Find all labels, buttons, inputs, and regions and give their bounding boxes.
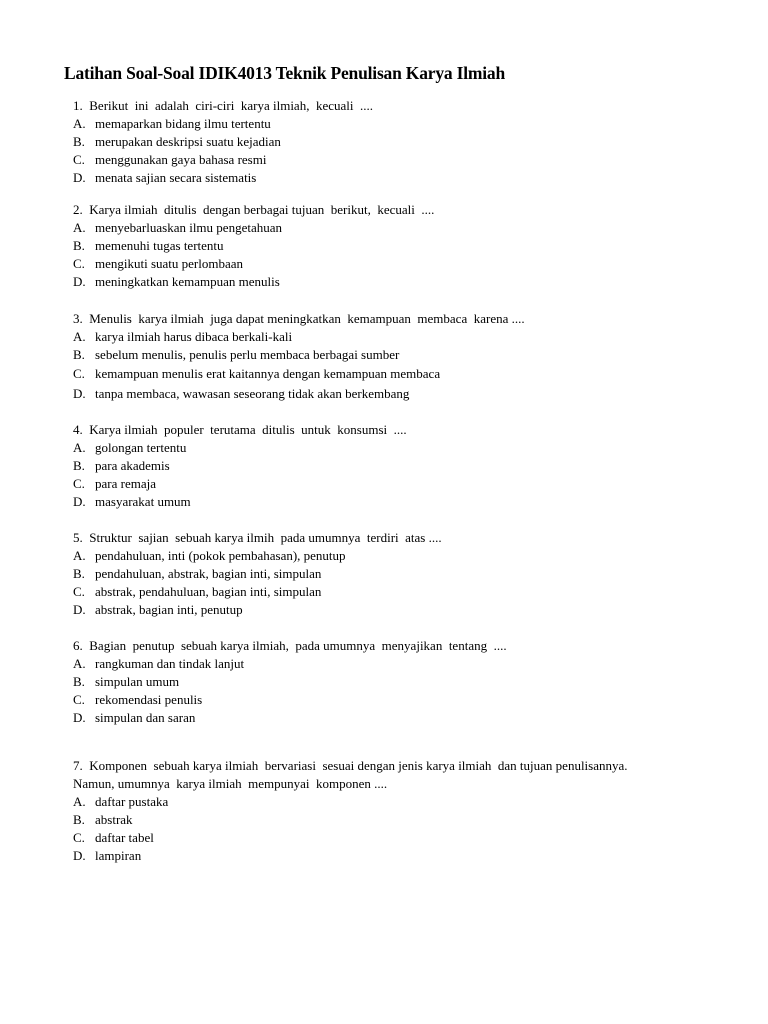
option-c: C. mengikuti suatu perlombaan <box>73 256 244 271</box>
option-b: B. sebelum menulis, penulis perlu membaca berbagai sumber <box>73 347 400 362</box>
option-a: A. menyebarluaskan ilmu pengetahuan <box>73 220 282 235</box>
option-c: C. menggunakan gaya bahasa resmi <box>73 152 267 167</box>
option-c: C. abstrak, pendahuluan, bagian inti, simpulan <box>73 584 322 599</box>
option-a: A. pendahuluan, inti (pokok pembahasan), penutup <box>73 548 346 563</box>
option-d: D. tanpa membaca, wawasan seseorang tidak akan berkembang <box>73 386 410 401</box>
question-5 <box>73 529 633 619</box>
option-d: D. abstrak, bagian inti, penutup <box>73 602 243 617</box>
option-b: B. simpulan umum <box>73 674 180 689</box>
option-a: A. daftar pustaka <box>73 794 169 809</box>
question-stem: 1. Berikut ini adalah ciri-ciri karya ilmiah, kecuali .... <box>73 98 373 113</box>
option-b: B. pendahuluan, abstrak, bagian inti, simpulan <box>73 566 322 581</box>
page-title: Latihan Soal-Soal IDIK4013 Teknik Penulisan Karya Ilmiah <box>64 63 506 83</box>
option-c: C. rekomendasi penulis <box>73 692 203 707</box>
question-stem: 2. Karya ilmiah ditulis dengan berbagai tujuan berikut, kecuali .... <box>73 202 435 217</box>
question-stem: 3. Menulis karya ilmiah juga dapat meningkatkan kemampuan membaca karena .... <box>73 311 525 326</box>
option-d: D. simpulan dan saran <box>73 710 196 725</box>
option-d: D. menata sajian secara sistematis <box>73 170 257 185</box>
question-4 <box>73 421 633 511</box>
option-c: C. kemampuan menulis erat kaitannya dengan kemampuan membaca <box>73 366 441 381</box>
option-c: C. para remaja <box>73 476 156 491</box>
option-b: B. memenuhi tugas tertentu <box>73 238 224 253</box>
option-d: D. masyarakat umum <box>73 494 191 509</box>
option-b: B. para akademis <box>73 458 170 473</box>
option-a: A. golongan tertentu <box>73 440 187 455</box>
option-a: A. karya ilmiah harus dibaca berkali-kali <box>73 329 293 344</box>
option-b: B. merupakan deskripsi suatu kejadian <box>73 134 281 149</box>
option-c: C. daftar tabel <box>73 830 154 845</box>
question-3 <box>73 310 633 403</box>
option-d: D. meningkatkan kemampuan menulis <box>73 274 280 289</box>
question-2 <box>73 201 633 291</box>
question-stem: 6. Bagian penutup sebuah karya ilmiah, pada umumnya menyajikan tentang .... <box>73 638 507 653</box>
question-1 <box>73 97 633 187</box>
question-stem: 7. Komponen sebuah karya ilmiah bervariasi sesuai dengan jenis karya ilmiah dan tujuan penulisannya. Namun, umumnya karya ilmiah mempunyai komponen .... <box>73 758 635 791</box>
question-stem: 4. Karya ilmiah populer terutama ditulis untuk konsumsi .... <box>73 422 407 437</box>
question-6 <box>73 637 633 727</box>
option-b: B. abstrak <box>73 812 133 827</box>
option-d: D. lampiran <box>73 848 142 863</box>
question-stem: 5. Struktur sajian sebuah karya ilmih pada umumnya terdiri atas .... <box>73 530 442 545</box>
option-a: A. rangkuman dan tindak lanjut <box>73 656 245 671</box>
option-a: A. memaparkan bidang ilmu tertentu <box>73 116 271 131</box>
question-7 <box>73 757 633 865</box>
